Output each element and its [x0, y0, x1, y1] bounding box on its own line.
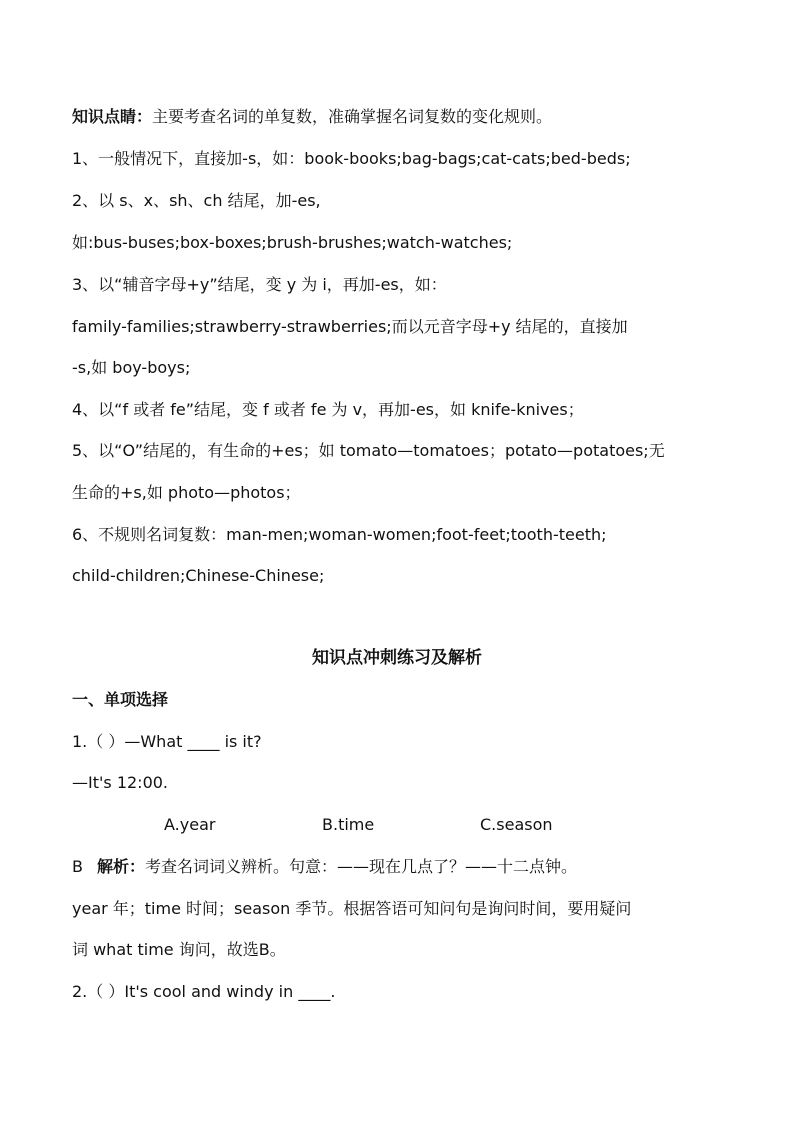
rule-line-2: 2、以 s、x、sh、ch 结尾，加-es,	[72, 191, 321, 210]
option-b: B.time	[322, 815, 375, 834]
rule-line-4: 4、以“f 或者 fe”结尾，变 f 或者 fe 为 v，再加-es，如 knife-knives；	[72, 400, 584, 419]
rule-line-1: 1、一般情况下，直接加-s，如：book-books;bag-bags;cat-cats;bed-beds;	[72, 149, 631, 168]
answer-key: B	[72, 857, 83, 876]
analysis-line-2: year 年；time 时间；season 季节。根据答语可知问句是询问时间，要用疑问	[72, 899, 632, 918]
rule-line-5: 5、以“O”结尾的，有生命的+es；如 tomato—tomatoes；potato—potatoes;无	[72, 441, 665, 460]
rule-line-3: 3、以“辅音字母+y”结尾，变 y 为 i，再加-es，如：	[72, 275, 447, 294]
question-1-options	[0, 814, 794, 836]
knowledge-heading-label: 知识点睛：	[72, 107, 153, 126]
analysis-text: 考查名词词义辨析。句意：——现在几点了？——十二点钟。	[145, 857, 578, 876]
rule-line-5-continued: 生命的+s,如 photo—photos；	[72, 483, 301, 502]
rule-line-6-continued: child-children;Chinese-Chinese;	[72, 566, 325, 585]
option-a: A.year	[164, 815, 216, 834]
question-1-analysis	[72, 856, 577, 878]
practice-title: 知识点冲刺练习及解析	[312, 648, 482, 668]
rule-line-6: 6、不规则名词复数：man-men;woman-women;foot-feet;tooth-teeth;	[72, 525, 607, 544]
knowledge-heading	[72, 106, 552, 128]
analysis-label: 解析：	[96, 857, 145, 876]
analysis-line-3: 词 what time 询问，故选B。	[72, 940, 286, 959]
section-heading: 一、单项选择	[72, 690, 169, 709]
knowledge-heading-text: 主要考查名词的单复数，准确掌握名词复数的变化规则。	[152, 107, 553, 126]
question-1: 1.（ ）—What ____ is it?	[72, 732, 262, 751]
rule-line-2-examples: 如:bus-buses;box-boxes;brush-brushes;watch-watches;	[72, 233, 513, 252]
rule-line-3-examples: family-families;strawberry-strawberries;而以元音字母+y 结尾的，直接加	[72, 317, 628, 336]
rule-line-3-continued: -s,如 boy-boys;	[72, 358, 191, 377]
question-2: 2.（ ）It's cool and windy in ____.	[72, 982, 336, 1001]
question-1-answer-line: —It's 12:00.	[72, 773, 169, 792]
option-c: C.season	[480, 815, 553, 834]
